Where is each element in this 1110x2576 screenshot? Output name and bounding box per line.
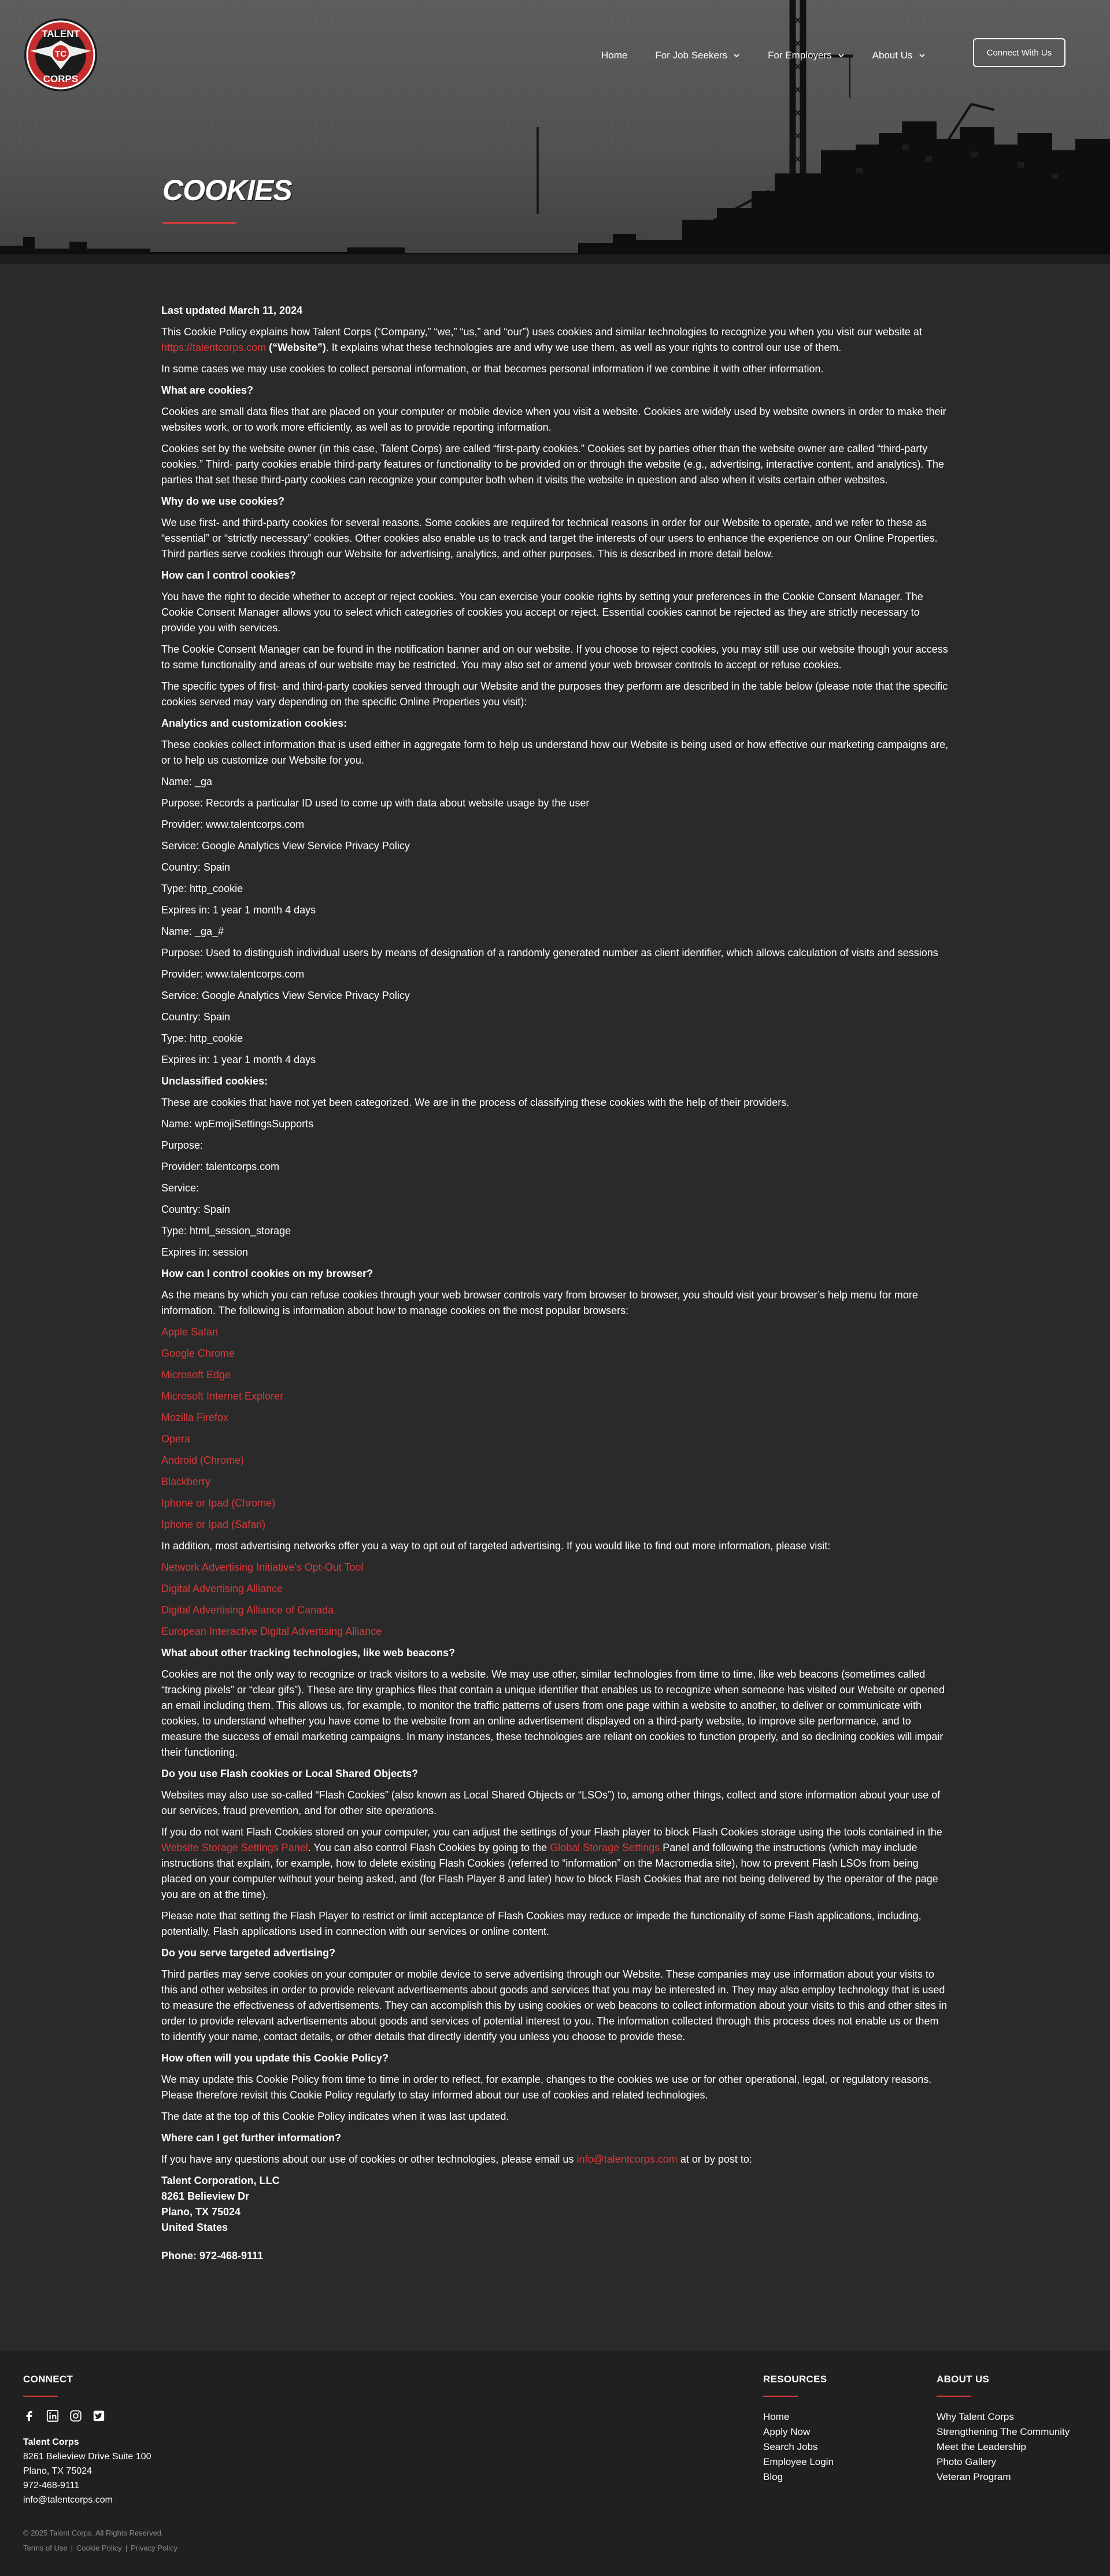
browser-link-blackberry[interactable]: Blackberry bbox=[161, 1476, 211, 1487]
what-paragraph-1: Cookies are small data files that are placed on your computer or mobile device when you visit a website. Cookies are widely used by website owners in order to make their websites work, or to work more efficiently, as well as to provide reporting information. bbox=[161, 406, 946, 433]
address-line: 8261 Belieview Dr bbox=[161, 2190, 250, 2202]
footer-address-line: 8261 Belieview Drive Suite 100 bbox=[23, 2452, 151, 2462]
legal-separator: | bbox=[71, 2544, 73, 2552]
heading-what-are-cookies: What are cookies? bbox=[161, 384, 254, 396]
footer-email[interactable]: info@talentcorps.com bbox=[23, 2495, 113, 2505]
nav-employers[interactable] bbox=[768, 50, 845, 61]
talent-corps-logo[interactable] bbox=[23, 17, 98, 92]
nav-job-seekers[interactable] bbox=[655, 50, 740, 61]
hero-banner bbox=[0, 0, 1110, 264]
heading-why-cookies: Why do we use cookies? bbox=[161, 495, 285, 507]
control-paragraph-2: The Cookie Consent Manager can be found in the notification banner and on our website. If you choose to reject cookies, you may still use our website though your access to some functionality and areas of our website may be restricted. You may also set or amend your web browser controls to accept or refuse cookies. bbox=[161, 643, 948, 671]
intro-text-end: . It explains what these technologies are and why we use them, as well as your rights to control our use of them. bbox=[325, 342, 842, 353]
page-title: COOKIES bbox=[162, 174, 292, 206]
footer-company-name: Talent Corps bbox=[23, 2437, 79, 2447]
footer-about bbox=[937, 2374, 1070, 2485]
nav-home-label: Home bbox=[601, 50, 628, 61]
instagram-icon[interactable] bbox=[69, 2410, 82, 2422]
footer-about-list bbox=[937, 2410, 1070, 2485]
footer-link-community[interactable]: Strengthening The Community bbox=[937, 2426, 1070, 2437]
cookie-detail: Type: html_session_storage bbox=[161, 1225, 291, 1237]
cookie-detail: Country: Spain bbox=[161, 861, 231, 873]
browser-link-chrome[interactable]: Google Chrome bbox=[161, 1348, 235, 1359]
heading-further-info: Where can I get further information? bbox=[161, 2132, 342, 2144]
flash-text: . You can also control Flash Cookies by going to the bbox=[308, 1842, 550, 1853]
website-label: (“Website”) bbox=[266, 342, 326, 353]
ads-paragraph: In addition, most advertising networks offer you a way to opt out of targeted advertising. If you would like to find out more information, please visit: bbox=[161, 1540, 831, 1552]
heading-control-cookies: How can I control cookies? bbox=[161, 569, 297, 581]
nav-about-us-label: About Us bbox=[872, 50, 913, 61]
what-paragraph-2: Cookies set by the website owner (in this case, Talent Corps) are called “first-party cookies.” Cookies set by parties other than the website owner are called “third-party cookies.” Third- party cookies enable third-party features or functionality to be provided on or through the website (e.g., advertising, interactive content, and analytics). The parties that set these third-party cookies can recognize your computer both when it visits the website in question and also when it visits certain other websites. bbox=[161, 443, 945, 486]
further-text-end: at or by post to: bbox=[677, 2153, 752, 2165]
further-paragraph bbox=[161, 2152, 949, 2167]
last-updated: Last updated March 11, 2024 bbox=[161, 305, 303, 316]
flash-text: Panel and following the instructions (which may include instructions that explain, for example, how to delete existing Flash Cookies (referred to “information” on the Macromedia site), how to prevent Flash LSOs from being placed on your computer without your being asked, and (for Flash Player 8 and later) how to block Flash Cookies that are not being delivered by the operator of the page you are on at the time). bbox=[161, 1842, 938, 1900]
address-line: United States bbox=[161, 2222, 228, 2233]
facebook-icon[interactable] bbox=[23, 2410, 36, 2422]
svg-text:TC: TC bbox=[55, 49, 66, 59]
footer-underline bbox=[937, 2396, 971, 2397]
browser-link-iphone-safari[interactable]: Iphone or Ipad (Safari) bbox=[161, 1519, 266, 1530]
nav-about-us[interactable] bbox=[872, 50, 926, 61]
footer-company-info bbox=[23, 2435, 151, 2507]
heading-flash-cookies: Do you use Flash cookies or Local Shared Objects? bbox=[161, 1768, 419, 1779]
privacy-policy-link[interactable]: Privacy Policy bbox=[131, 2544, 178, 2552]
svg-text:TALENT: TALENT bbox=[42, 28, 80, 39]
daa-link[interactable]: Digital Advertising Alliance bbox=[161, 1583, 283, 1594]
postal-address bbox=[161, 2173, 949, 2236]
linkedin-icon[interactable] bbox=[46, 2410, 59, 2422]
footer-resources-list bbox=[763, 2410, 834, 2485]
intro-paragraph bbox=[161, 324, 949, 356]
beacons-paragraph: Cookies are not the only way to recognize or track visitors to a website. We may use other, similar technologies from time to time, like web beacons (sometimes called “tracking pixels” or “clear gifs”). These are tiny graphics files that contain a unique identifier that enables us to recognize when someone has visited our Website or opened an email including them. This allows us, for example, to monitor the traffic patterns of users from one page within a website to another, to deliver or communicate with cookies, to understand whether you have come to the website from an online advertisement displayed on a third-party website, to improve site performance, and to measure the success of email marketing campaigns. In many instances, these technologies are reliant on cookies to function properly, and so declining cookies will impair their functioning. bbox=[161, 1668, 945, 1758]
nav-employers-label: For Employers bbox=[768, 50, 832, 61]
browser-link-ie[interactable]: Microsoft Internet Explorer bbox=[161, 1390, 284, 1402]
nai-optout-link[interactable]: Network Advertising Initiative’s Opt-Out Tool bbox=[161, 1561, 364, 1573]
why-paragraph-1: We use first- and third-party cookies for several reasons. Some cookies are required for technical reasons in order for our Website to operate, and we refer to these as “essential” or “strictly necessary” cookies. Other cookies also enable us to track and target the interests of our users to enhance the experience on our Online Properties. Third parties serve cookies through our Website for advertising, analytics, and other purposes. This is described in more detail below. bbox=[161, 517, 938, 560]
main-nav bbox=[601, 45, 953, 66]
legal-links bbox=[23, 2544, 177, 2552]
svg-text:CORPS: CORPS bbox=[43, 73, 79, 84]
cookie-detail: Country: Spain bbox=[161, 1011, 231, 1023]
contact-email-link[interactable]: info@talentcorps.com bbox=[576, 2153, 678, 2165]
cookie-detail: Purpose: bbox=[161, 1139, 204, 1151]
cookie-detail: Service: Google Analytics View Service Privacy Policy bbox=[161, 990, 410, 1001]
further-text: If you have any questions about our use of cookies or other technologies, please email us bbox=[161, 2153, 577, 2165]
unclassified-paragraph: These are cookies that have not yet been categorized. We are in the process of classifying these cookies with the help of their providers. bbox=[161, 1097, 790, 1108]
browser-paragraph: As the means by which you can refuse cookies through your web browser controls vary from browser to browser, you should visit your browser’s help menu for more information. The following is information about how to manage cookies on the most popular browsers: bbox=[161, 1289, 918, 1316]
footer-link-home[interactable]: Home bbox=[763, 2411, 790, 2422]
ad-optout-links bbox=[161, 1560, 949, 1639]
cookie-ga-hash-details bbox=[161, 924, 949, 1068]
flash-paragraph-2 bbox=[161, 1824, 949, 1903]
title-underline bbox=[162, 222, 236, 224]
cookie-detail: Type: http_cookie bbox=[161, 1032, 243, 1044]
browser-link-opera[interactable]: Opera bbox=[161, 1433, 191, 1445]
footer-connect bbox=[23, 2374, 151, 2507]
cookie-detail: Provider: www.talentcorps.com bbox=[161, 819, 305, 830]
flash-text: If you do not want Flash Cookies stored on your computer, you can adjust the settings of your Flash player to block Flash Cookies storage using the tools contained in the bbox=[161, 1826, 942, 1838]
address-line: Talent Corporation, LLC bbox=[161, 2175, 280, 2186]
cookie-ga-details bbox=[161, 774, 949, 918]
heading-analytics-cookies: Analytics and customization cookies: bbox=[161, 717, 347, 729]
footer-link-veteran-program[interactable]: Veteran Program bbox=[937, 2471, 1011, 2482]
heading-web-beacons: What about other tracking technologies, like web beacons? bbox=[161, 1647, 456, 1659]
cookie-detail: Expires in: 1 year 1 month 4 days bbox=[161, 1054, 316, 1065]
footer-about-title: ABOUT US bbox=[937, 2374, 990, 2385]
edaa-link[interactable]: European Interactive Digital Advertising Alliance bbox=[161, 1626, 382, 1637]
browser-links bbox=[161, 1324, 949, 1533]
targeted-paragraph: Third parties may serve cookies on your computer or mobile device to serve advertising through our Website. These companies may use information about your visits to this and other websites in order to provide relevant advertisements about goods and services that you may be interested in. They may also employ technology that is used to measure the effectiveness of advertisements. They can accomplish this by using cookies or web beacons to collect information about your visits to this and other sites in order to provide relevant advertisements about goods and services of potential interest to you. The information collected through this process does not enable us or them to identify your name, contact details, or other details that directly identify you unless you choose to provide these. bbox=[161, 1968, 948, 2042]
nav-job-seekers-label: For Job Seekers bbox=[655, 50, 728, 61]
control-paragraph-3: The specific types of first- and third-party cookies served through our Website and the purposes they perform are described in the table below (please note that the specific cookies served may vary depending on the specific Online Properties you visit): bbox=[161, 680, 948, 708]
footer-address-line: Plano, TX 75024 bbox=[23, 2466, 92, 2476]
intro-paragraph-2: In some cases we may use cookies to collect personal information, or that becomes personal information if we combine it with other information. bbox=[161, 363, 824, 375]
heading-unclassified-cookies: Unclassified cookies: bbox=[161, 1075, 268, 1087]
cookie-policy-link[interactable]: Cookie Policy bbox=[76, 2544, 122, 2552]
footer-link-blog[interactable]: Blog bbox=[763, 2471, 783, 2482]
cookie-detail: Service: bbox=[161, 1182, 199, 1194]
footer-link-leadership[interactable]: Meet the Leadership bbox=[937, 2441, 1026, 2452]
cookie-detail: Name: wpEmojiSettingsSupports bbox=[161, 1118, 314, 1130]
terms-of-use-link[interactable]: Terms of Use bbox=[23, 2544, 68, 2552]
nav-home[interactable] bbox=[601, 50, 627, 61]
heading-targeted-advertising: Do you serve targeted advertising? bbox=[161, 1947, 336, 1959]
cookie-detail: Purpose: Records a particular ID used to come up with data about website usage by the user bbox=[161, 797, 590, 809]
cookie-detail: Country: Spain bbox=[161, 1204, 231, 1215]
flash-paragraph-3: Please note that setting the Flash Player to restrict or limit acceptance of Flash Cookies may reduce or impede the functionality of some Flash applications, including, potentially, Flash applications used in connection with our services or online content. bbox=[161, 1910, 922, 1937]
daac-link[interactable]: Digital Advertising Alliance of Canada bbox=[161, 1604, 334, 1616]
cookie-policy-content bbox=[161, 303, 949, 2270]
update-paragraph-1: We may update this Cookie Policy from time to time in order to reflect, for example, changes to the cookies we use or for other operational, legal, or regulatory reasons. Please therefore revisit this Cookie Policy regularly to stay informed about our use of cookies and related technologies. bbox=[161, 2074, 932, 2101]
legal-separator: | bbox=[125, 2544, 128, 2552]
footer-underline bbox=[23, 2396, 58, 2397]
footer-phone[interactable]: 972-468-9111 bbox=[23, 2481, 80, 2490]
cookie-detail: Purpose: Used to distinguish individual users by means of designation of a randomly generated number as client identifier, which allows calculation of visits and sessions bbox=[161, 947, 938, 958]
flash-paragraph-1: Websites may also use so-called “Flash Cookies” (also known as Local Shared Objects or “LSOs”) to, among other things, collect and store information about your use of our services, fraud prevention, and for other site operations. bbox=[161, 1789, 941, 1816]
cookie-detail: Service: Google Analytics View Service Privacy Policy bbox=[161, 840, 410, 852]
cookie-wp-details bbox=[161, 1116, 949, 1260]
address-line: Plano, TX 75024 bbox=[161, 2206, 241, 2218]
update-paragraph-2: The date at the top of this Cookie Policy indicates when it was last updated. bbox=[161, 2111, 509, 2122]
copyright-text: © 2025 Talent Corps. All Rights Reserved. bbox=[23, 2529, 164, 2537]
browser-link-safari[interactable]: Apple Safari bbox=[161, 1326, 219, 1338]
browser-link-edge[interactable]: Microsoft Edge bbox=[161, 1369, 231, 1380]
footer-link-photo-gallery[interactable]: Photo Gallery bbox=[937, 2456, 996, 2467]
intro-text: This Cookie Policy explains how Talent Corps (“Company,” “we,” “us,” and “our”) uses cookies and similar technologies to recognize you when you visit our website at bbox=[161, 326, 922, 338]
footer-link-why-talent-corps[interactable]: Why Talent Corps bbox=[937, 2411, 1014, 2422]
social-links bbox=[23, 2410, 151, 2422]
footer-resources-title: RESOURCES bbox=[763, 2374, 827, 2385]
cookie-detail: Expires in: 1 year 1 month 4 days bbox=[161, 904, 316, 916]
website-link[interactable]: https://talentcorps.com bbox=[161, 342, 267, 353]
analytics-paragraph: These cookies collect information that is used either in aggregate form to help us understand how our Website is being used or how effective our marketing campaigns are, or to help us customize our Website for you. bbox=[161, 739, 949, 766]
cookie-detail: Name: _ga_# bbox=[161, 926, 224, 937]
browser-link-android-chrome[interactable]: Android (Chrome) bbox=[161, 1454, 245, 1466]
twitter-icon[interactable] bbox=[92, 2410, 105, 2422]
footer-resources bbox=[763, 2374, 834, 2485]
chevron-down-icon bbox=[838, 52, 845, 59]
control-paragraph-1: You have the right to decide whether to accept or reject cookies. You can exercise your cookie rights by setting your preferences in the Cookie Consent Manager. The Cookie Consent Manager allows you to select which categories of cookies you accept or reject. Essential cookies cannot be rejected as they are strictly necessary to provide you with services. bbox=[161, 591, 923, 634]
browser-link-firefox[interactable]: Mozilla Firefox bbox=[161, 1412, 229, 1423]
footer-link-employee-login[interactable]: Employee Login bbox=[763, 2456, 834, 2467]
cookie-detail: Type: http_cookie bbox=[161, 883, 243, 894]
footer-underline bbox=[763, 2396, 798, 2397]
footer-link-apply-now[interactable]: Apply Now bbox=[763, 2426, 811, 2437]
browser-link-iphone-chrome[interactable]: Iphone or Ipad (Chrome) bbox=[161, 1497, 276, 1509]
connect-with-us-button[interactable]: Connect With Us bbox=[973, 38, 1065, 67]
heading-policy-updates: How often will you update this Cookie Policy? bbox=[161, 2052, 389, 2064]
cookie-detail: Provider: www.talentcorps.com bbox=[161, 968, 305, 980]
contact-phone: Phone: 972-468-9111 bbox=[161, 2250, 264, 2262]
cookie-detail: Name: _ga bbox=[161, 776, 213, 787]
chevron-down-icon bbox=[919, 52, 926, 59]
construction-skyline-image bbox=[0, 0, 1110, 264]
site-footer bbox=[0, 2351, 1110, 2576]
cookie-detail: Expires in: session bbox=[161, 1246, 249, 1258]
cookie-detail: Provider: talentcorps.com bbox=[161, 1161, 280, 1172]
footer-connect-title: CONNECT bbox=[23, 2374, 73, 2385]
chevron-down-icon bbox=[733, 52, 740, 59]
global-storage-settings-link[interactable]: Global Storage Settings bbox=[550, 1842, 660, 1853]
website-storage-settings-link[interactable]: Website Storage Settings Panel bbox=[161, 1842, 308, 1853]
footer-link-search-jobs[interactable]: Search Jobs bbox=[763, 2441, 818, 2452]
heading-browser-control: How can I control cookies on my browser? bbox=[161, 1268, 373, 1279]
